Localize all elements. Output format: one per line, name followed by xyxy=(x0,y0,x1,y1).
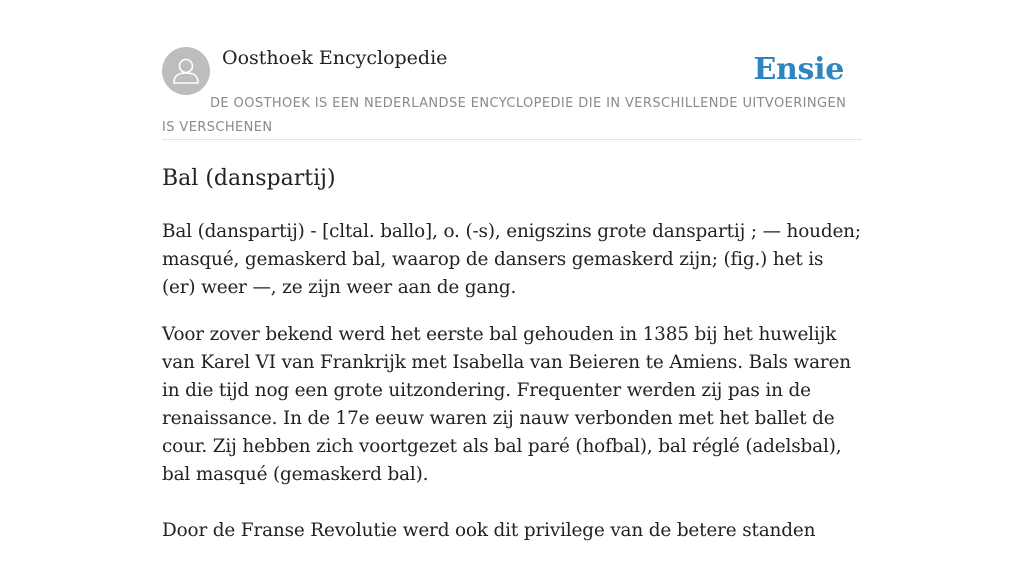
article xyxy=(162,164,862,564)
brand-logo[interactable]: Ensie xyxy=(753,52,844,87)
article-paragraph-definition: Bal (danspartij) - [cltal. ballo], o. (-s), enigszins grote danspartij ; — houden; masqué, gemaskerd bal, waarop de dansers gemaskerd zijn; (fig.) het is (er) weer —, ze zijn weer aan de gang. xyxy=(162,221,861,298)
site-title[interactable]: Oosthoek Encyclopedie xyxy=(222,47,448,69)
article-paragraph-history: Voor zover bekend werd het eerste bal gehouden in 1385 bij het huwelijk van Karel VI van Frankrijk met Isabella van Beieren te Amiens. Bals waren in die tijd nog een grote uitzondering. Frequenter werden zij pas in de renaissance. In de 17e eeuw waren zij nauw verbonden met het ballet de cour. Zij hebben zich voortgezet als bal paré (hofbal), bal réglé (adelsbal), bal masqué (gemaskerd bal). xyxy=(162,324,851,485)
site-header xyxy=(162,46,862,140)
article-title: Bal (danspartij) xyxy=(162,166,336,191)
avatar[interactable] xyxy=(162,47,210,95)
article-paragraph-revolution: Door de Franse Revolutie werd ook dit privilege van de betere standen xyxy=(162,520,816,541)
user-icon xyxy=(162,47,210,95)
site-tagline: DE OOSTHOEK IS EEN NEDERLANDSE ENCYCLOPEDIE DIE IN VERSCHILLENDE UITVOERINGEN IS VERSCHENEN xyxy=(162,96,847,135)
